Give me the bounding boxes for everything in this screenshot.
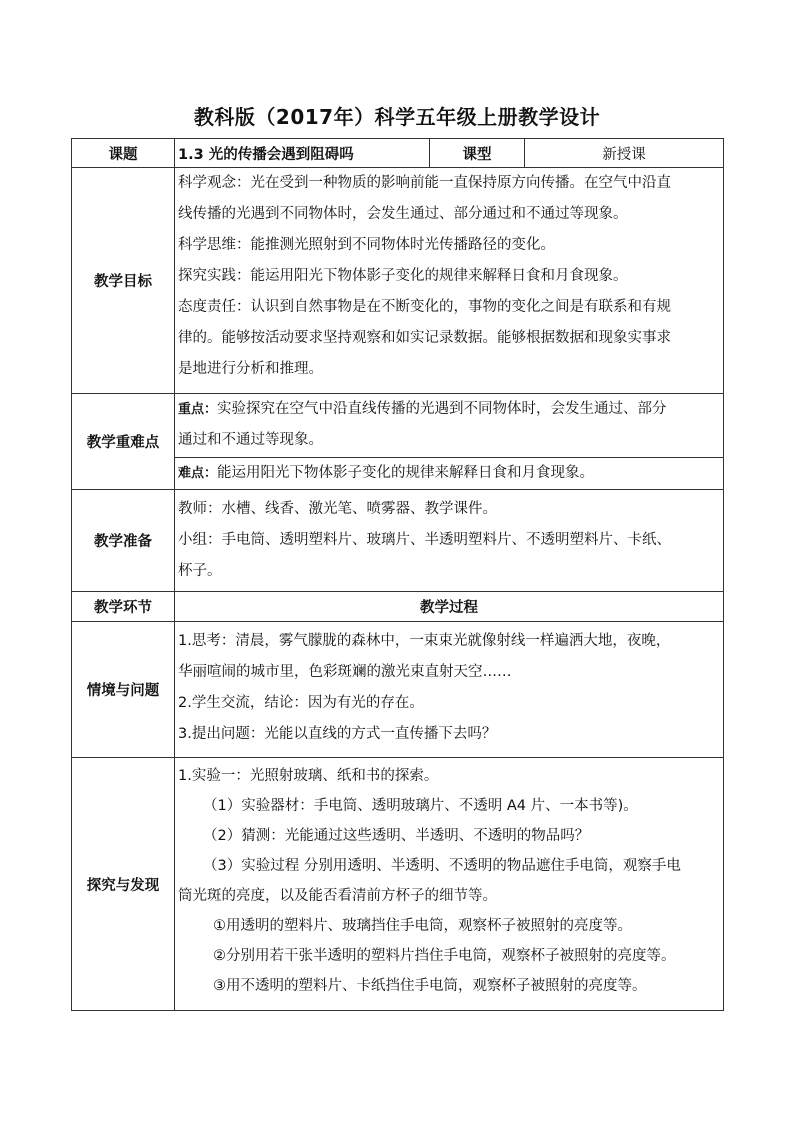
- situation-line: 1.思考：清晨，雾气朦胧的森林中，一束束光就像射线一样遍洒大地，夜晚，: [178, 633, 671, 649]
- preparation-line: 教师：水槽、线香、激光笔、喷雾器、教学课件。: [178, 501, 497, 517]
- inquiry-sub-line: （1）实验器材：手电筒、透明玻璃片、不透明 A4 片、一本书等)。: [203, 798, 638, 814]
- key-point-text: 通过和不通过等现象。: [178, 432, 323, 448]
- topic-label: 课题: [72, 139, 175, 168]
- situation-row: [72, 622, 724, 758]
- inquiry-line: 1.实验一：光照射玻璃、纸和书的探索。: [178, 768, 439, 784]
- topic-value: 1.3 光的传播会遇到阻碍吗: [175, 139, 430, 168]
- page-title: 教科版（2017年）科学五年级上册教学设计: [193, 105, 601, 129]
- objectives-line: 探究实践：能运用阳光下物体影子变化的规律来解释日食和月食现象。: [178, 268, 628, 284]
- inquiry-content: [175, 758, 724, 1011]
- difficult-point-label: 难点：: [178, 466, 218, 481]
- situation-line: 3.提出问题：光能以直线的方式一直传播下去吗？: [178, 726, 497, 742]
- situation-line: 华丽喧闹的城市里，色彩斑斓的激光束直射天空……: [178, 664, 512, 680]
- key-point-text: 实验探究在空气中沿直线传播的光遇到不同物体时，会发生通过、部分: [217, 401, 667, 417]
- objectives-line: 律的。能够按活动要求坚持观察和如实记录数据。能够根据数据和现象实事求: [178, 330, 671, 346]
- objectives-line: 科学观念：光在受到一种物质的影响前能一直保持原方向传播。在空气中沿直: [178, 175, 671, 191]
- type-value: 新授课: [525, 139, 724, 168]
- key-points-row: [72, 394, 724, 458]
- inquiry-step-line: ③用不透明的塑料片、卡纸挡住手电筒，观察杯子被照射的亮度等。: [213, 978, 647, 994]
- objectives-line: 线传播的光遇到不同物体时，会发生通过、部分通过和不通过等现象。: [178, 206, 628, 222]
- situation-content: [175, 622, 724, 758]
- inquiry-label: 探究与发现: [72, 758, 175, 1011]
- objectives-line: 态度责任：认识到自然事物是在不断变化的，事物的变化之间是有联系和有规: [178, 299, 671, 315]
- inquiry-wrap-line: 筒光斑的亮度，以及能否看清前方杯子的细节等。: [178, 888, 497, 904]
- preparation-row: [72, 490, 724, 592]
- inquiry-step-line: ①用透明的塑料片、玻璃挡住手电筒，观察杯子被照射的亮度等。: [213, 918, 632, 934]
- lesson-plan-table: [71, 138, 724, 1011]
- objectives-line: 是地进行分析和推理。: [178, 361, 323, 377]
- preparation-content: [175, 490, 724, 592]
- type-label: 课型: [430, 139, 525, 168]
- preparation-line: 小组：手电筒、透明塑料片、玻璃片、半透明塑料片、不透明塑料片、卡纸、: [178, 532, 671, 548]
- header-row: [72, 139, 724, 168]
- inquiry-step-line: ②分别用若干张半透明的塑料片挡住手电筒，观察杯子被照射的亮度等。: [213, 948, 676, 964]
- objectives-label: 教学目标: [72, 168, 175, 394]
- inquiry-sub-line: （3）实验过程 分别用透明、半透明、不透明的物品遮住手电筒，观察手电: [203, 858, 681, 874]
- key-point-content: [175, 394, 724, 458]
- key-points-label: 教学重难点: [72, 394, 175, 490]
- process-header: 教学过程: [175, 592, 724, 622]
- process-header-row: [72, 592, 724, 622]
- objectives-content: [175, 168, 724, 394]
- stage-header: 教学环节: [72, 592, 175, 622]
- difficult-point-content: [175, 458, 724, 490]
- objectives-line: 科学思维：能推测光照射到不同物体时光传播路径的变化。: [178, 237, 555, 253]
- preparation-label: 教学准备: [72, 490, 175, 592]
- inquiry-sub-line: （2）猜测：光能通过这些透明、半透明、不透明的物品吗？: [203, 828, 590, 844]
- inquiry-row: [72, 758, 724, 1011]
- difficult-point-text: 能运用阳光下物体影子变化的规律来解释日食和月食现象。: [217, 465, 595, 481]
- objectives-row: [72, 168, 724, 394]
- key-point-label: 重点：: [178, 402, 218, 417]
- situation-line: 2.学生交流，结论：因为有光的存在。: [178, 695, 424, 711]
- situation-label: 情境与问题: [72, 622, 175, 758]
- preparation-line: 杯子。: [178, 563, 222, 579]
